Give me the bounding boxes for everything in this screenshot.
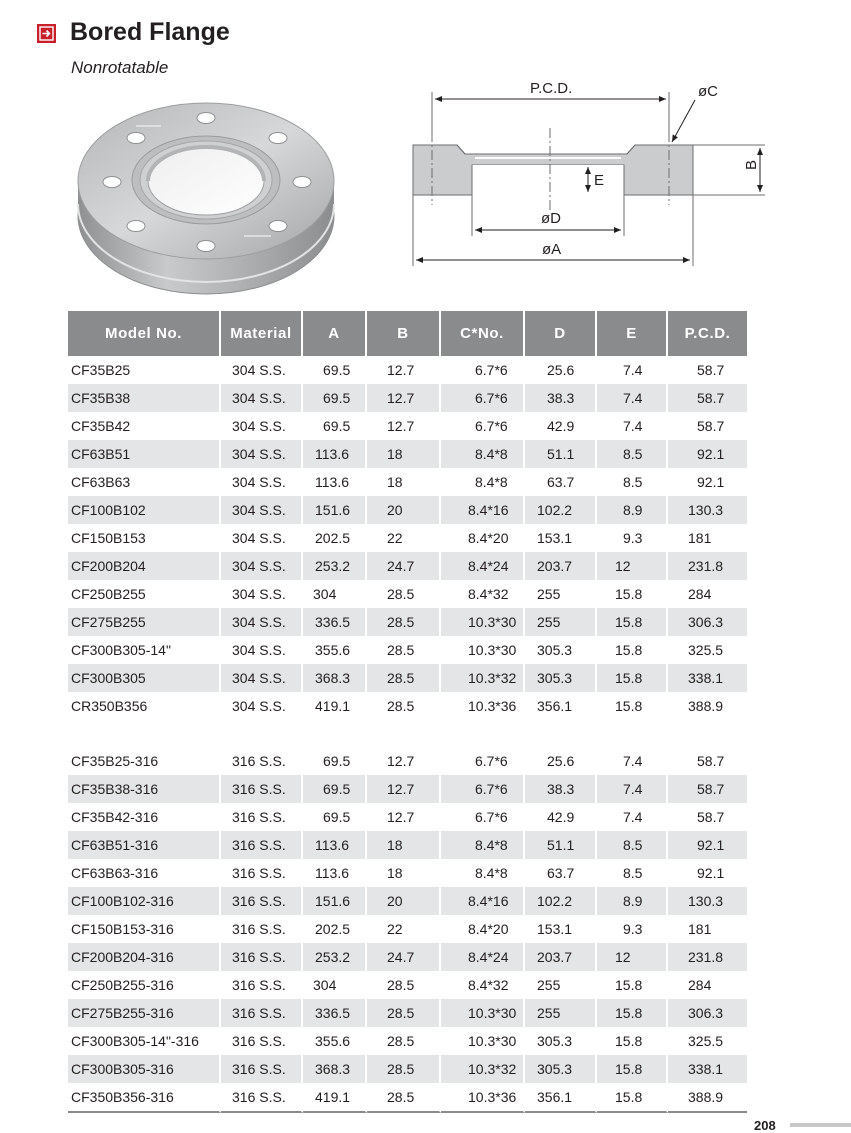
table-cell: 316 S.S. bbox=[221, 1055, 303, 1083]
table-cell: 10.3*30 bbox=[441, 1027, 525, 1055]
table-cell: 20 bbox=[367, 496, 441, 524]
table-cell: 8.9 bbox=[597, 496, 668, 524]
spacer-cell bbox=[441, 720, 525, 747]
table-cell: 181 bbox=[688, 921, 712, 937]
table-cell: 102.2 bbox=[525, 887, 597, 915]
table-row bbox=[68, 580, 747, 608]
table-cell: CF200B204 bbox=[68, 552, 221, 580]
table-cell: 113.6 bbox=[303, 831, 367, 859]
table-cell: 63.7 bbox=[525, 468, 597, 496]
table-cell: 69.5 bbox=[303, 803, 367, 831]
table-row bbox=[68, 1083, 747, 1113]
table-cell: 202.5 bbox=[303, 524, 367, 552]
table-cell: 24.7 bbox=[367, 552, 441, 580]
table-cell: 130.3 bbox=[668, 887, 747, 915]
table-cell: 12 bbox=[597, 552, 668, 580]
table-cell: 28.5 bbox=[367, 692, 441, 720]
table-cell: 69.5 bbox=[303, 356, 367, 384]
table-cell: 58.7 bbox=[697, 753, 725, 769]
table-cell: 69.5 bbox=[303, 747, 367, 775]
table-cell: 18 bbox=[367, 468, 441, 496]
table-cell: 304 S.S. bbox=[221, 692, 303, 720]
table-row bbox=[68, 803, 747, 831]
table-cell: CF300B305-14" bbox=[68, 636, 221, 664]
table-cell: CF275B255-316 bbox=[68, 999, 221, 1027]
page-title: Bored Flange bbox=[70, 18, 230, 46]
table-row bbox=[68, 915, 747, 943]
col-e: E bbox=[597, 311, 668, 356]
table-cell: 20 bbox=[367, 887, 441, 915]
table-cell: 304 S.S. bbox=[221, 608, 303, 636]
col-material: Material bbox=[221, 311, 303, 356]
spacer-cell bbox=[221, 720, 303, 747]
table-row bbox=[68, 971, 747, 999]
table-cell: CF63B63-316 bbox=[68, 859, 221, 887]
table-cell: 92.1 bbox=[697, 474, 725, 490]
spec-table bbox=[68, 311, 747, 1113]
table-cell: 63.7 bbox=[525, 859, 597, 887]
table-cell: 151.6 bbox=[303, 887, 367, 915]
table-cell: 15.8 bbox=[597, 999, 668, 1027]
table-cell: 69.5 bbox=[303, 384, 367, 412]
table-cell: 305.3 bbox=[525, 664, 597, 692]
table-cell: 316 S.S. bbox=[221, 747, 303, 775]
table-cell: 153.1 bbox=[525, 524, 597, 552]
table-cell: 92.1 bbox=[668, 831, 747, 859]
table-cell: 28.5 bbox=[367, 1055, 441, 1083]
table-cell: 231.8 bbox=[668, 552, 747, 580]
table-cell: 8.5 bbox=[597, 468, 668, 496]
table-cell: CF250B255 bbox=[68, 580, 221, 608]
table-cell: 12.7 bbox=[367, 747, 441, 775]
table-cell: 6.7*6 bbox=[441, 803, 525, 831]
table-header-row bbox=[68, 311, 747, 356]
e-label: E bbox=[594, 172, 605, 189]
table-cell: 203.7 bbox=[525, 943, 597, 971]
table-cell: 181 bbox=[688, 530, 712, 546]
table-cell: 12.7 bbox=[367, 356, 441, 384]
table-row bbox=[68, 636, 747, 664]
table-cell: 253.2 bbox=[303, 552, 367, 580]
table-cell: 8.4*8 bbox=[441, 468, 525, 496]
table-cell: 253.2 bbox=[303, 943, 367, 971]
table-row bbox=[68, 1055, 747, 1083]
table-cell: 7.4 bbox=[597, 803, 668, 831]
table-cell: 355.6 bbox=[303, 1027, 367, 1055]
d-label: øD bbox=[541, 210, 561, 227]
table-cell: 58.7 bbox=[697, 362, 725, 378]
table-cell: 92.1 bbox=[697, 865, 725, 881]
table-cell: 255 bbox=[525, 999, 597, 1027]
table-cell: 284 bbox=[688, 977, 712, 993]
table-cell: 356.1 bbox=[525, 692, 597, 720]
table-cell: 8.4*32 bbox=[441, 971, 525, 999]
col-c-no: C*No. bbox=[441, 311, 525, 356]
table-cell: 102.2 bbox=[525, 496, 597, 524]
table-row bbox=[68, 664, 747, 692]
table-cell: 113.6 bbox=[303, 859, 367, 887]
table-row bbox=[68, 496, 747, 524]
table-cell: CF250B255-316 bbox=[68, 971, 221, 999]
table-cell: 419.1 bbox=[303, 692, 367, 720]
table-cell: CF350B356-316 bbox=[68, 1083, 221, 1113]
table-cell: 12 bbox=[597, 943, 668, 971]
table-cell: 338.1 bbox=[668, 1055, 747, 1083]
table-cell: 388.9 bbox=[668, 1083, 747, 1113]
table-cell: 306.3 bbox=[668, 608, 747, 636]
table-cell: CF35B42 bbox=[68, 412, 221, 440]
table-spacer-row bbox=[68, 720, 747, 747]
table-cell: 8.4*20 bbox=[441, 524, 525, 552]
table-cell: 8.4*32 bbox=[441, 580, 525, 608]
spacer-cell bbox=[668, 720, 747, 747]
table-cell: 10.3*36 bbox=[441, 1083, 525, 1113]
table-cell: 6.7*6 bbox=[441, 412, 525, 440]
table-cell: 255 bbox=[525, 971, 597, 999]
col-pcd: P.C.D. bbox=[668, 311, 747, 356]
table-cell: 10.3*36 bbox=[441, 692, 525, 720]
table-cell: 8.4*24 bbox=[441, 552, 525, 580]
table-cell: 18 bbox=[367, 440, 441, 468]
table-cell: 15.8 bbox=[597, 971, 668, 999]
table-cell: 151.6 bbox=[303, 496, 367, 524]
table-cell: 325.5 bbox=[688, 642, 724, 658]
table-cell: CF35B38 bbox=[68, 384, 221, 412]
table-cell: 15.8 bbox=[597, 636, 668, 664]
table-cell: 58.7 bbox=[697, 809, 725, 825]
col-model: Model No. bbox=[68, 311, 221, 356]
table-cell: 316 S.S. bbox=[221, 1083, 303, 1113]
table-cell: 255 bbox=[525, 580, 597, 608]
table-cell: 304 bbox=[303, 580, 367, 608]
flange-product-image bbox=[66, 96, 356, 311]
table-cell: 304 S.S. bbox=[221, 440, 303, 468]
table-cell: 51.1 bbox=[525, 831, 597, 859]
table-row bbox=[68, 524, 747, 552]
table-cell: 6.7*6 bbox=[441, 356, 525, 384]
table-cell: 15.8 bbox=[597, 692, 668, 720]
table-cell: CF35B38-316 bbox=[68, 775, 221, 803]
table-row bbox=[68, 356, 747, 384]
table-cell: 8.4*8 bbox=[441, 440, 525, 468]
table-cell: 6.7*6 bbox=[441, 384, 525, 412]
table-cell: 92.1 bbox=[668, 440, 747, 468]
table-cell: 8.4*8 bbox=[441, 831, 525, 859]
table-row bbox=[68, 887, 747, 915]
table-cell: 202.5 bbox=[303, 915, 367, 943]
spacer-cell bbox=[68, 720, 221, 747]
table-cell: 316 S.S. bbox=[221, 803, 303, 831]
table-cell: 6.7*6 bbox=[441, 747, 525, 775]
table-cell: 304 S.S. bbox=[221, 496, 303, 524]
table-cell: 15.8 bbox=[597, 608, 668, 636]
table-cell: 18 bbox=[367, 859, 441, 887]
col-b: B bbox=[367, 311, 441, 356]
table-cell: 8.9 bbox=[597, 887, 668, 915]
table-cell: CF35B25 bbox=[68, 356, 221, 384]
table-cell: 15.8 bbox=[597, 1055, 668, 1083]
table-cell: 419.1 bbox=[303, 1083, 367, 1113]
table-cell: 284 bbox=[688, 586, 712, 602]
table-cell: 305.3 bbox=[525, 1027, 597, 1055]
table-cell: 8.4*16 bbox=[441, 887, 525, 915]
table-cell: 58.7 bbox=[697, 418, 725, 434]
c-label: øC bbox=[698, 83, 718, 100]
table-cell: 69.5 bbox=[303, 412, 367, 440]
table-cell: 15.8 bbox=[597, 664, 668, 692]
table-cell: CF63B63 bbox=[68, 468, 221, 496]
table-cell: 58.7 bbox=[668, 775, 747, 803]
table-cell: 316 S.S. bbox=[221, 775, 303, 803]
arrow-box-icon bbox=[37, 24, 56, 43]
table-cell: 304 S.S. bbox=[221, 412, 303, 440]
table-cell: CF35B42-316 bbox=[68, 803, 221, 831]
table-cell: 12.7 bbox=[367, 384, 441, 412]
table-row bbox=[68, 999, 747, 1027]
table-cell: CF35B25-316 bbox=[68, 747, 221, 775]
table-cell: 22 bbox=[367, 915, 441, 943]
table-cell: 203.7 bbox=[525, 552, 597, 580]
table-row bbox=[68, 412, 747, 440]
table-cell: 153.1 bbox=[525, 915, 597, 943]
page-subtitle: Nonrotatable bbox=[71, 58, 169, 77]
table-cell: 113.6 bbox=[303, 468, 367, 496]
table-cell: 8.4*20 bbox=[441, 915, 525, 943]
table-row bbox=[68, 384, 747, 412]
table-cell: 304 S.S. bbox=[221, 468, 303, 496]
table-cell: 316 S.S. bbox=[221, 943, 303, 971]
table-cell: 356.1 bbox=[525, 1083, 597, 1113]
table-cell: 304 S.S. bbox=[221, 552, 303, 580]
table-cell: 22 bbox=[367, 524, 441, 552]
table-row bbox=[68, 831, 747, 859]
table-cell: 316 S.S. bbox=[221, 971, 303, 999]
table-cell: 15.8 bbox=[597, 580, 668, 608]
table-cell: 7.4 bbox=[597, 747, 668, 775]
flange-dimension-diagram bbox=[395, 70, 775, 275]
pcd-label: P.C.D. bbox=[530, 80, 573, 97]
table-cell: 8.5 bbox=[597, 440, 668, 468]
table-row bbox=[68, 747, 747, 775]
table-cell: 113.6 bbox=[303, 440, 367, 468]
table-cell: 388.9 bbox=[688, 698, 724, 714]
table-cell: 338.1 bbox=[668, 664, 747, 692]
table-cell: CF300B305 bbox=[68, 664, 221, 692]
table-cell: 336.5 bbox=[303, 608, 367, 636]
table-cell: 24.7 bbox=[367, 943, 441, 971]
table-cell: 355.6 bbox=[303, 636, 367, 664]
table-cell: 28.5 bbox=[367, 971, 441, 999]
table-cell: 305.3 bbox=[525, 636, 597, 664]
table-cell: 9.3 bbox=[597, 915, 668, 943]
table-cell: 28.5 bbox=[367, 664, 441, 692]
table-cell: 316 S.S. bbox=[221, 1027, 303, 1055]
table-cell: 69.5 bbox=[303, 775, 367, 803]
table-cell: 6.7*6 bbox=[441, 775, 525, 803]
table-cell: 305.3 bbox=[525, 1055, 597, 1083]
col-d: D bbox=[525, 311, 597, 356]
table-cell: 12.7 bbox=[367, 412, 441, 440]
footer-bar bbox=[790, 1123, 851, 1127]
table-cell: 10.3*30 bbox=[441, 636, 525, 664]
table-cell: 10.3*30 bbox=[441, 608, 525, 636]
table-cell: CF150B153-316 bbox=[68, 915, 221, 943]
table-cell: 10.3*32 bbox=[441, 664, 525, 692]
table-cell: 58.7 bbox=[668, 384, 747, 412]
table-cell: 10.3*32 bbox=[441, 1055, 525, 1083]
table-cell: 15.8 bbox=[597, 1027, 668, 1055]
b-label: B bbox=[743, 159, 760, 170]
table-row bbox=[68, 692, 747, 720]
table-cell: 130.3 bbox=[668, 496, 747, 524]
table-row bbox=[68, 859, 747, 887]
table-cell: 42.9 bbox=[525, 803, 597, 831]
table-cell: 15.8 bbox=[597, 1083, 668, 1113]
a-label: øA bbox=[542, 241, 562, 258]
table-row bbox=[68, 943, 747, 971]
table-cell: CF200B204-316 bbox=[68, 943, 221, 971]
table-cell: 18 bbox=[367, 831, 441, 859]
table-cell: 316 S.S. bbox=[221, 915, 303, 943]
table-cell: 7.4 bbox=[597, 356, 668, 384]
table-cell: 231.8 bbox=[668, 943, 747, 971]
table-cell: 8.4*8 bbox=[441, 859, 525, 887]
table-cell: 316 S.S. bbox=[221, 887, 303, 915]
table-row bbox=[68, 552, 747, 580]
table-cell: 7.4 bbox=[597, 412, 668, 440]
table-cell: 8.4*16 bbox=[441, 496, 525, 524]
table-cell: 28.5 bbox=[367, 608, 441, 636]
col-a: A bbox=[303, 311, 367, 356]
table-cell: 316 S.S. bbox=[221, 831, 303, 859]
table-row bbox=[68, 1027, 747, 1055]
table-cell: 368.3 bbox=[303, 1055, 367, 1083]
table-cell: 28.5 bbox=[367, 1027, 441, 1055]
table-cell: 304 S.S. bbox=[221, 356, 303, 384]
table-row bbox=[68, 775, 747, 803]
table-cell: 38.3 bbox=[525, 775, 597, 803]
table-cell: 12.7 bbox=[367, 803, 441, 831]
table-cell: 8.5 bbox=[597, 859, 668, 887]
table-cell: 255 bbox=[525, 608, 597, 636]
table-cell: CR350B356 bbox=[68, 692, 221, 720]
table-cell: 51.1 bbox=[525, 440, 597, 468]
table-cell: 336.5 bbox=[303, 999, 367, 1027]
table-cell: CF275B255 bbox=[68, 608, 221, 636]
table-row bbox=[68, 468, 747, 496]
spacer-cell bbox=[525, 720, 597, 747]
table-cell: CF300B305-316 bbox=[68, 1055, 221, 1083]
table-cell: 25.6 bbox=[525, 747, 597, 775]
table-cell: 12.7 bbox=[367, 775, 441, 803]
table-cell: 28.5 bbox=[367, 580, 441, 608]
table-cell: 304 S.S. bbox=[221, 384, 303, 412]
table-cell: 316 S.S. bbox=[221, 999, 303, 1027]
table-cell: 9.3 bbox=[597, 524, 668, 552]
table-cell: 28.5 bbox=[367, 636, 441, 664]
table-cell: 10.3*30 bbox=[441, 999, 525, 1027]
spacer-cell bbox=[367, 720, 441, 747]
table-cell: 304 bbox=[303, 971, 367, 999]
table-cell: 316 S.S. bbox=[221, 859, 303, 887]
table-cell: 304 S.S. bbox=[221, 524, 303, 552]
table-cell: 325.5 bbox=[688, 1033, 724, 1049]
table-cell: CF100B102-316 bbox=[68, 887, 221, 915]
table-cell: 7.4 bbox=[597, 775, 668, 803]
table-cell: CF300B305-14"-316 bbox=[68, 1027, 221, 1055]
table-cell: 8.4*24 bbox=[441, 943, 525, 971]
table-cell: CF150B153 bbox=[68, 524, 221, 552]
table-cell: 25.6 bbox=[525, 356, 597, 384]
spacer-cell bbox=[303, 720, 367, 747]
table-cell: 306.3 bbox=[668, 999, 747, 1027]
spacer-cell bbox=[597, 720, 668, 747]
table-cell: 28.5 bbox=[367, 1083, 441, 1113]
table-row bbox=[68, 608, 747, 636]
table-cell: 304 S.S. bbox=[221, 636, 303, 664]
table-cell: CF63B51-316 bbox=[68, 831, 221, 859]
page-number: 208 bbox=[754, 1118, 776, 1133]
table-cell: 38.3 bbox=[525, 384, 597, 412]
table-cell: 28.5 bbox=[367, 999, 441, 1027]
table-cell: 368.3 bbox=[303, 664, 367, 692]
table-cell: 42.9 bbox=[525, 412, 597, 440]
table-row bbox=[68, 440, 747, 468]
table-cell: 304 S.S. bbox=[221, 580, 303, 608]
table-cell: 7.4 bbox=[597, 384, 668, 412]
table-cell: 8.5 bbox=[597, 831, 668, 859]
table-cell: 304 S.S. bbox=[221, 664, 303, 692]
table-cell: CF63B51 bbox=[68, 440, 221, 468]
table-cell: CF100B102 bbox=[68, 496, 221, 524]
